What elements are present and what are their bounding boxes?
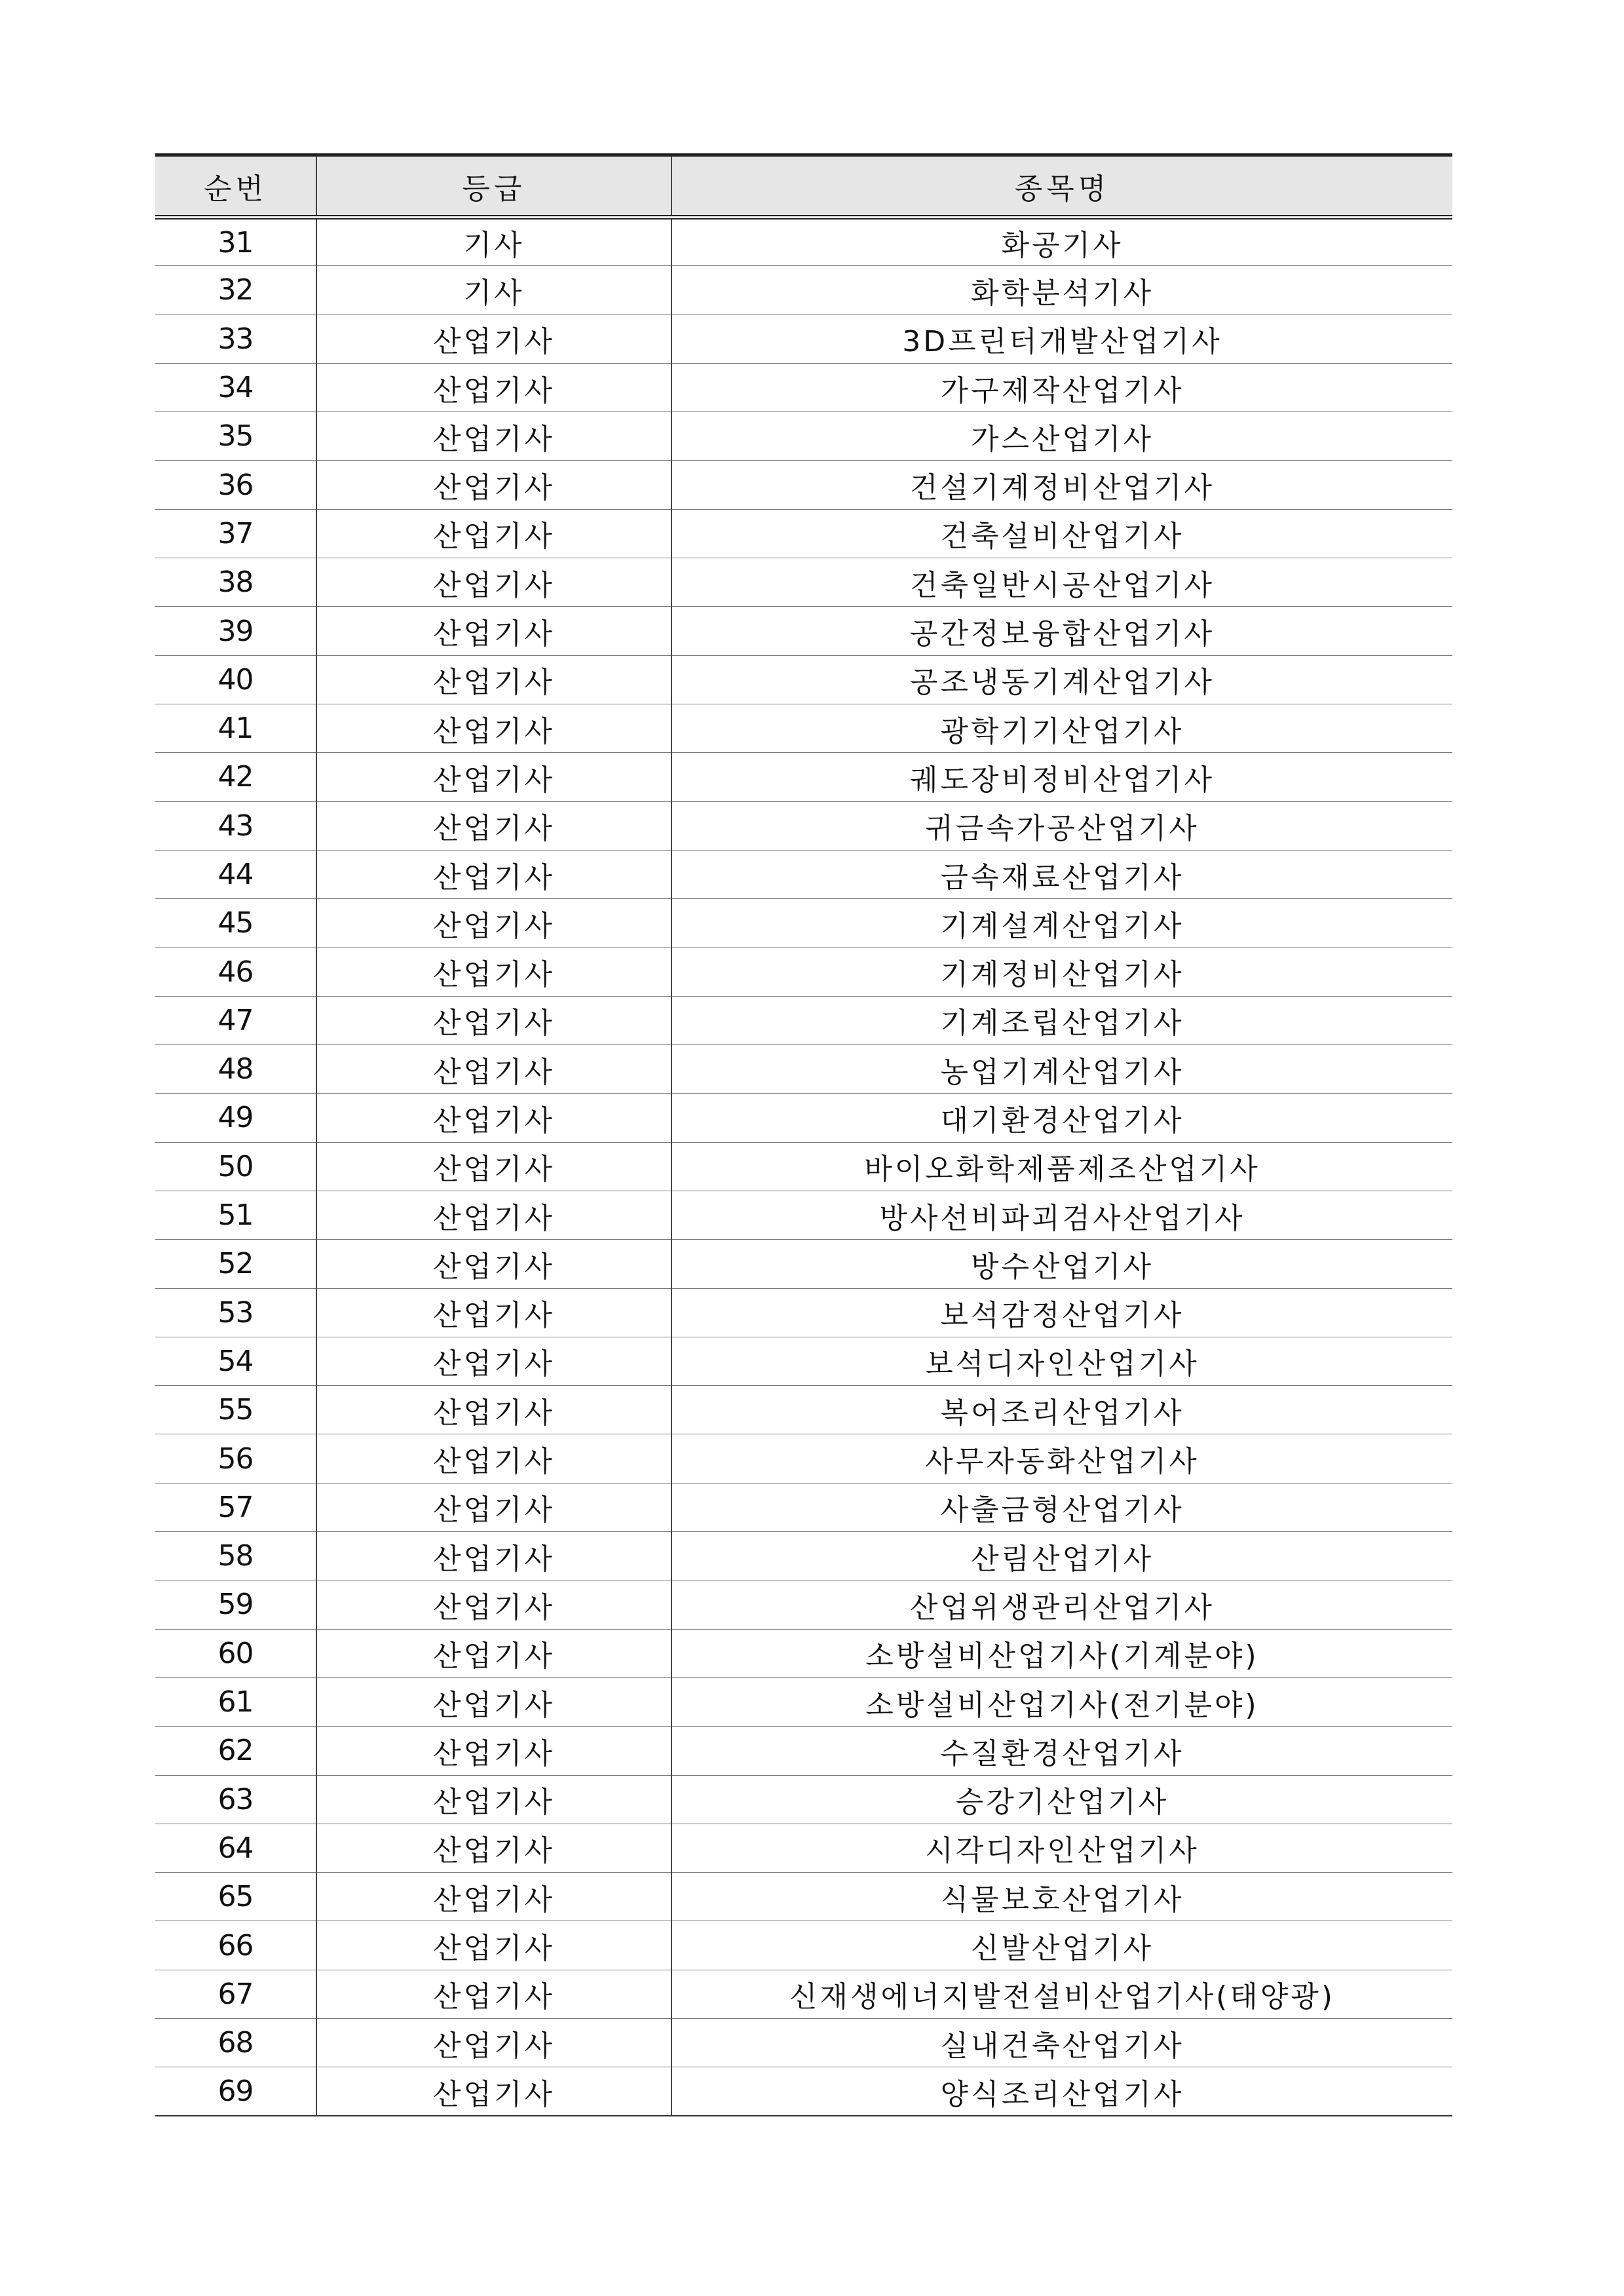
row-number: 46	[155, 947, 316, 996]
table-row	[155, 266, 1452, 315]
table-row	[155, 1434, 1452, 1483]
table-row	[155, 1337, 1452, 1385]
row-item-name: 공조냉동기계산업기사	[671, 655, 1452, 704]
row-item-name: 대기환경산업기사	[671, 1094, 1452, 1142]
row-item-name: 양식조리산업기사	[671, 2067, 1452, 2116]
row-item-name: 기계정비산업기사	[671, 947, 1452, 996]
row-item-name: 공간정보융합산업기사	[671, 607, 1452, 655]
row-grade: 산업기사	[316, 1677, 671, 1726]
row-grade: 산업기사	[316, 1191, 671, 1239]
row-number: 64	[155, 1824, 316, 1872]
row-item-name: 사무자동화산업기사	[671, 1434, 1452, 1483]
header-grade: 등급	[316, 155, 671, 218]
row-grade: 산업기사	[316, 1337, 671, 1385]
row-item-name: 수질환경산업기사	[671, 1727, 1452, 1775]
row-item-name: 바이오화학제품제조산업기사	[671, 1142, 1452, 1191]
row-item-name: 방수산업기사	[671, 1240, 1452, 1288]
row-item-name: 가구제작산업기사	[671, 363, 1452, 411]
table-row	[155, 1288, 1452, 1337]
table-row	[155, 1677, 1452, 1726]
row-grade: 산업기사	[316, 1532, 671, 1580]
row-grade: 산업기사	[316, 1629, 671, 1677]
table-row	[155, 1191, 1452, 1239]
table-row	[155, 1775, 1452, 1824]
row-number: 44	[155, 850, 316, 898]
row-grade: 산업기사	[316, 315, 671, 363]
table-row	[155, 996, 1452, 1044]
row-number: 61	[155, 1677, 316, 1726]
row-grade: 산업기사	[316, 801, 671, 850]
row-number: 52	[155, 1240, 316, 1288]
table-row	[155, 947, 1452, 996]
row-grade: 산업기사	[316, 655, 671, 704]
row-item-name: 신재생에너지발전설비산업기사(태양광)	[671, 1970, 1452, 2018]
row-number: 65	[155, 1873, 316, 1921]
row-number: 48	[155, 1045, 316, 1094]
row-number: 38	[155, 558, 316, 607]
row-grade: 기사	[316, 218, 671, 266]
row-number: 62	[155, 1727, 316, 1775]
row-grade: 산업기사	[316, 558, 671, 607]
row-item-name: 건축설비산업기사	[671, 509, 1452, 558]
row-number: 57	[155, 1483, 316, 1531]
header-number: 순번	[155, 155, 316, 218]
row-grade: 산업기사	[316, 850, 671, 898]
row-grade: 산업기사	[316, 704, 671, 752]
row-grade: 산업기사	[316, 607, 671, 655]
table-row	[155, 1386, 1452, 1434]
table-row	[155, 753, 1452, 801]
row-number: 59	[155, 1580, 316, 1629]
table-row	[155, 412, 1452, 461]
row-item-name: 건설기계정비산업기사	[671, 461, 1452, 509]
table-row	[155, 1873, 1452, 1921]
row-grade: 산업기사	[316, 753, 671, 801]
row-number: 39	[155, 607, 316, 655]
table-row	[155, 1532, 1452, 1580]
row-grade: 산업기사	[316, 2067, 671, 2116]
row-number: 33	[155, 315, 316, 363]
row-number: 60	[155, 1629, 316, 1677]
table-row	[155, 607, 1452, 655]
row-number: 35	[155, 412, 316, 461]
row-number: 68	[155, 2018, 316, 2067]
row-item-name: 가스산업기사	[671, 412, 1452, 461]
row-grade: 산업기사	[316, 1775, 671, 1824]
table-row	[155, 1142, 1452, 1191]
row-number: 37	[155, 509, 316, 558]
row-number: 43	[155, 801, 316, 850]
table-row	[155, 315, 1452, 363]
table-row	[155, 218, 1452, 266]
row-item-name: 3D프린터개발산업기사	[671, 315, 1452, 363]
table-row	[155, 1921, 1452, 1970]
table-row	[155, 655, 1452, 704]
row-number: 36	[155, 461, 316, 509]
row-item-name: 산림산업기사	[671, 1532, 1452, 1580]
row-grade: 산업기사	[316, 1045, 671, 1094]
row-item-name: 산업위생관리산업기사	[671, 1580, 1452, 1629]
table-row	[155, 363, 1452, 411]
table-row	[155, 558, 1452, 607]
table-row	[155, 1629, 1452, 1677]
row-number: 51	[155, 1191, 316, 1239]
table-row	[155, 1727, 1452, 1775]
row-grade: 산업기사	[316, 1288, 671, 1337]
row-item-name: 복어조리산업기사	[671, 1386, 1452, 1434]
row-grade: 산업기사	[316, 1873, 671, 1921]
row-item-name: 궤도장비정비산업기사	[671, 753, 1452, 801]
row-grade: 산업기사	[316, 1094, 671, 1142]
row-number: 40	[155, 655, 316, 704]
row-number: 41	[155, 704, 316, 752]
row-item-name: 광학기기산업기사	[671, 704, 1452, 752]
row-number: 53	[155, 1288, 316, 1337]
row-item-name: 소방설비산업기사(기계분야)	[671, 1629, 1452, 1677]
row-item-name: 귀금속가공산업기사	[671, 801, 1452, 850]
row-item-name: 보석감정산업기사	[671, 1288, 1452, 1337]
row-item-name: 금속재료산업기사	[671, 850, 1452, 898]
row-item-name: 보석디자인산업기사	[671, 1337, 1452, 1385]
row-grade: 산업기사	[316, 461, 671, 509]
row-number: 34	[155, 363, 316, 411]
row-grade: 산업기사	[316, 1434, 671, 1483]
row-item-name: 기계설계산업기사	[671, 899, 1452, 947]
row-number: 45	[155, 899, 316, 947]
row-grade: 기사	[316, 266, 671, 315]
row-grade: 산업기사	[316, 899, 671, 947]
row-grade: 산업기사	[316, 412, 671, 461]
row-number: 55	[155, 1386, 316, 1434]
row-grade: 산업기사	[316, 509, 671, 558]
row-number: 56	[155, 1434, 316, 1483]
row-grade: 산업기사	[316, 1386, 671, 1434]
table-row	[155, 1483, 1452, 1531]
row-number: 63	[155, 1775, 316, 1824]
row-grade: 산업기사	[316, 1142, 671, 1191]
row-item-name: 방사선비파괴검사산업기사	[671, 1191, 1452, 1239]
table-row	[155, 899, 1452, 947]
row-item-name: 승강기산업기사	[671, 1775, 1452, 1824]
row-grade: 산업기사	[316, 1921, 671, 1970]
row-item-name: 농업기계산업기사	[671, 1045, 1452, 1094]
row-item-name: 화학분석기사	[671, 266, 1452, 315]
table-row	[155, 1970, 1452, 2018]
row-item-name: 신발산업기사	[671, 1921, 1452, 1970]
row-grade: 산업기사	[316, 2018, 671, 2067]
row-number: 47	[155, 996, 316, 1044]
row-grade: 산업기사	[316, 996, 671, 1044]
row-item-name: 시각디자인산업기사	[671, 1824, 1452, 1872]
row-item-name: 건축일반시공산업기사	[671, 558, 1452, 607]
row-number: 54	[155, 1337, 316, 1385]
row-grade: 산업기사	[316, 1727, 671, 1775]
table-row	[155, 1045, 1452, 1094]
row-item-name: 화공기사	[671, 218, 1452, 266]
row-item-name: 기계조립산업기사	[671, 996, 1452, 1044]
row-item-name: 사출금형산업기사	[671, 1483, 1452, 1531]
row-grade: 산업기사	[316, 1824, 671, 1872]
table-row	[155, 1580, 1452, 1629]
row-grade: 산업기사	[316, 947, 671, 996]
row-number: 32	[155, 266, 316, 315]
table-row	[155, 704, 1452, 752]
row-number: 67	[155, 1970, 316, 2018]
row-item-name: 소방설비산업기사(전기분야)	[671, 1677, 1452, 1726]
row-grade: 산업기사	[316, 1240, 671, 1288]
row-grade: 산업기사	[316, 1483, 671, 1531]
row-number: 49	[155, 1094, 316, 1142]
table-row	[155, 1094, 1452, 1142]
table-row	[155, 509, 1452, 558]
table-row	[155, 1240, 1452, 1288]
table-row	[155, 1824, 1452, 1872]
row-number: 42	[155, 753, 316, 801]
row-grade: 산업기사	[316, 1580, 671, 1629]
table-row	[155, 2067, 1452, 2116]
certification-table	[155, 153, 1452, 2116]
row-item-name: 실내건축산업기사	[671, 2018, 1452, 2067]
header-row	[155, 155, 1452, 218]
table-body	[155, 218, 1452, 2116]
header-item-name: 종목명	[671, 155, 1452, 218]
row-item-name: 식물보호산업기사	[671, 1873, 1452, 1921]
row-number: 50	[155, 1142, 316, 1191]
table-row	[155, 461, 1452, 509]
row-grade: 산업기사	[316, 1970, 671, 2018]
table-row	[155, 801, 1452, 850]
row-number: 66	[155, 1921, 316, 1970]
row-number: 69	[155, 2067, 316, 2116]
table-header	[155, 155, 1452, 218]
table-row	[155, 2018, 1452, 2067]
row-number: 58	[155, 1532, 316, 1580]
row-grade: 산업기사	[316, 363, 671, 411]
row-number: 31	[155, 218, 316, 266]
table-row	[155, 850, 1452, 898]
